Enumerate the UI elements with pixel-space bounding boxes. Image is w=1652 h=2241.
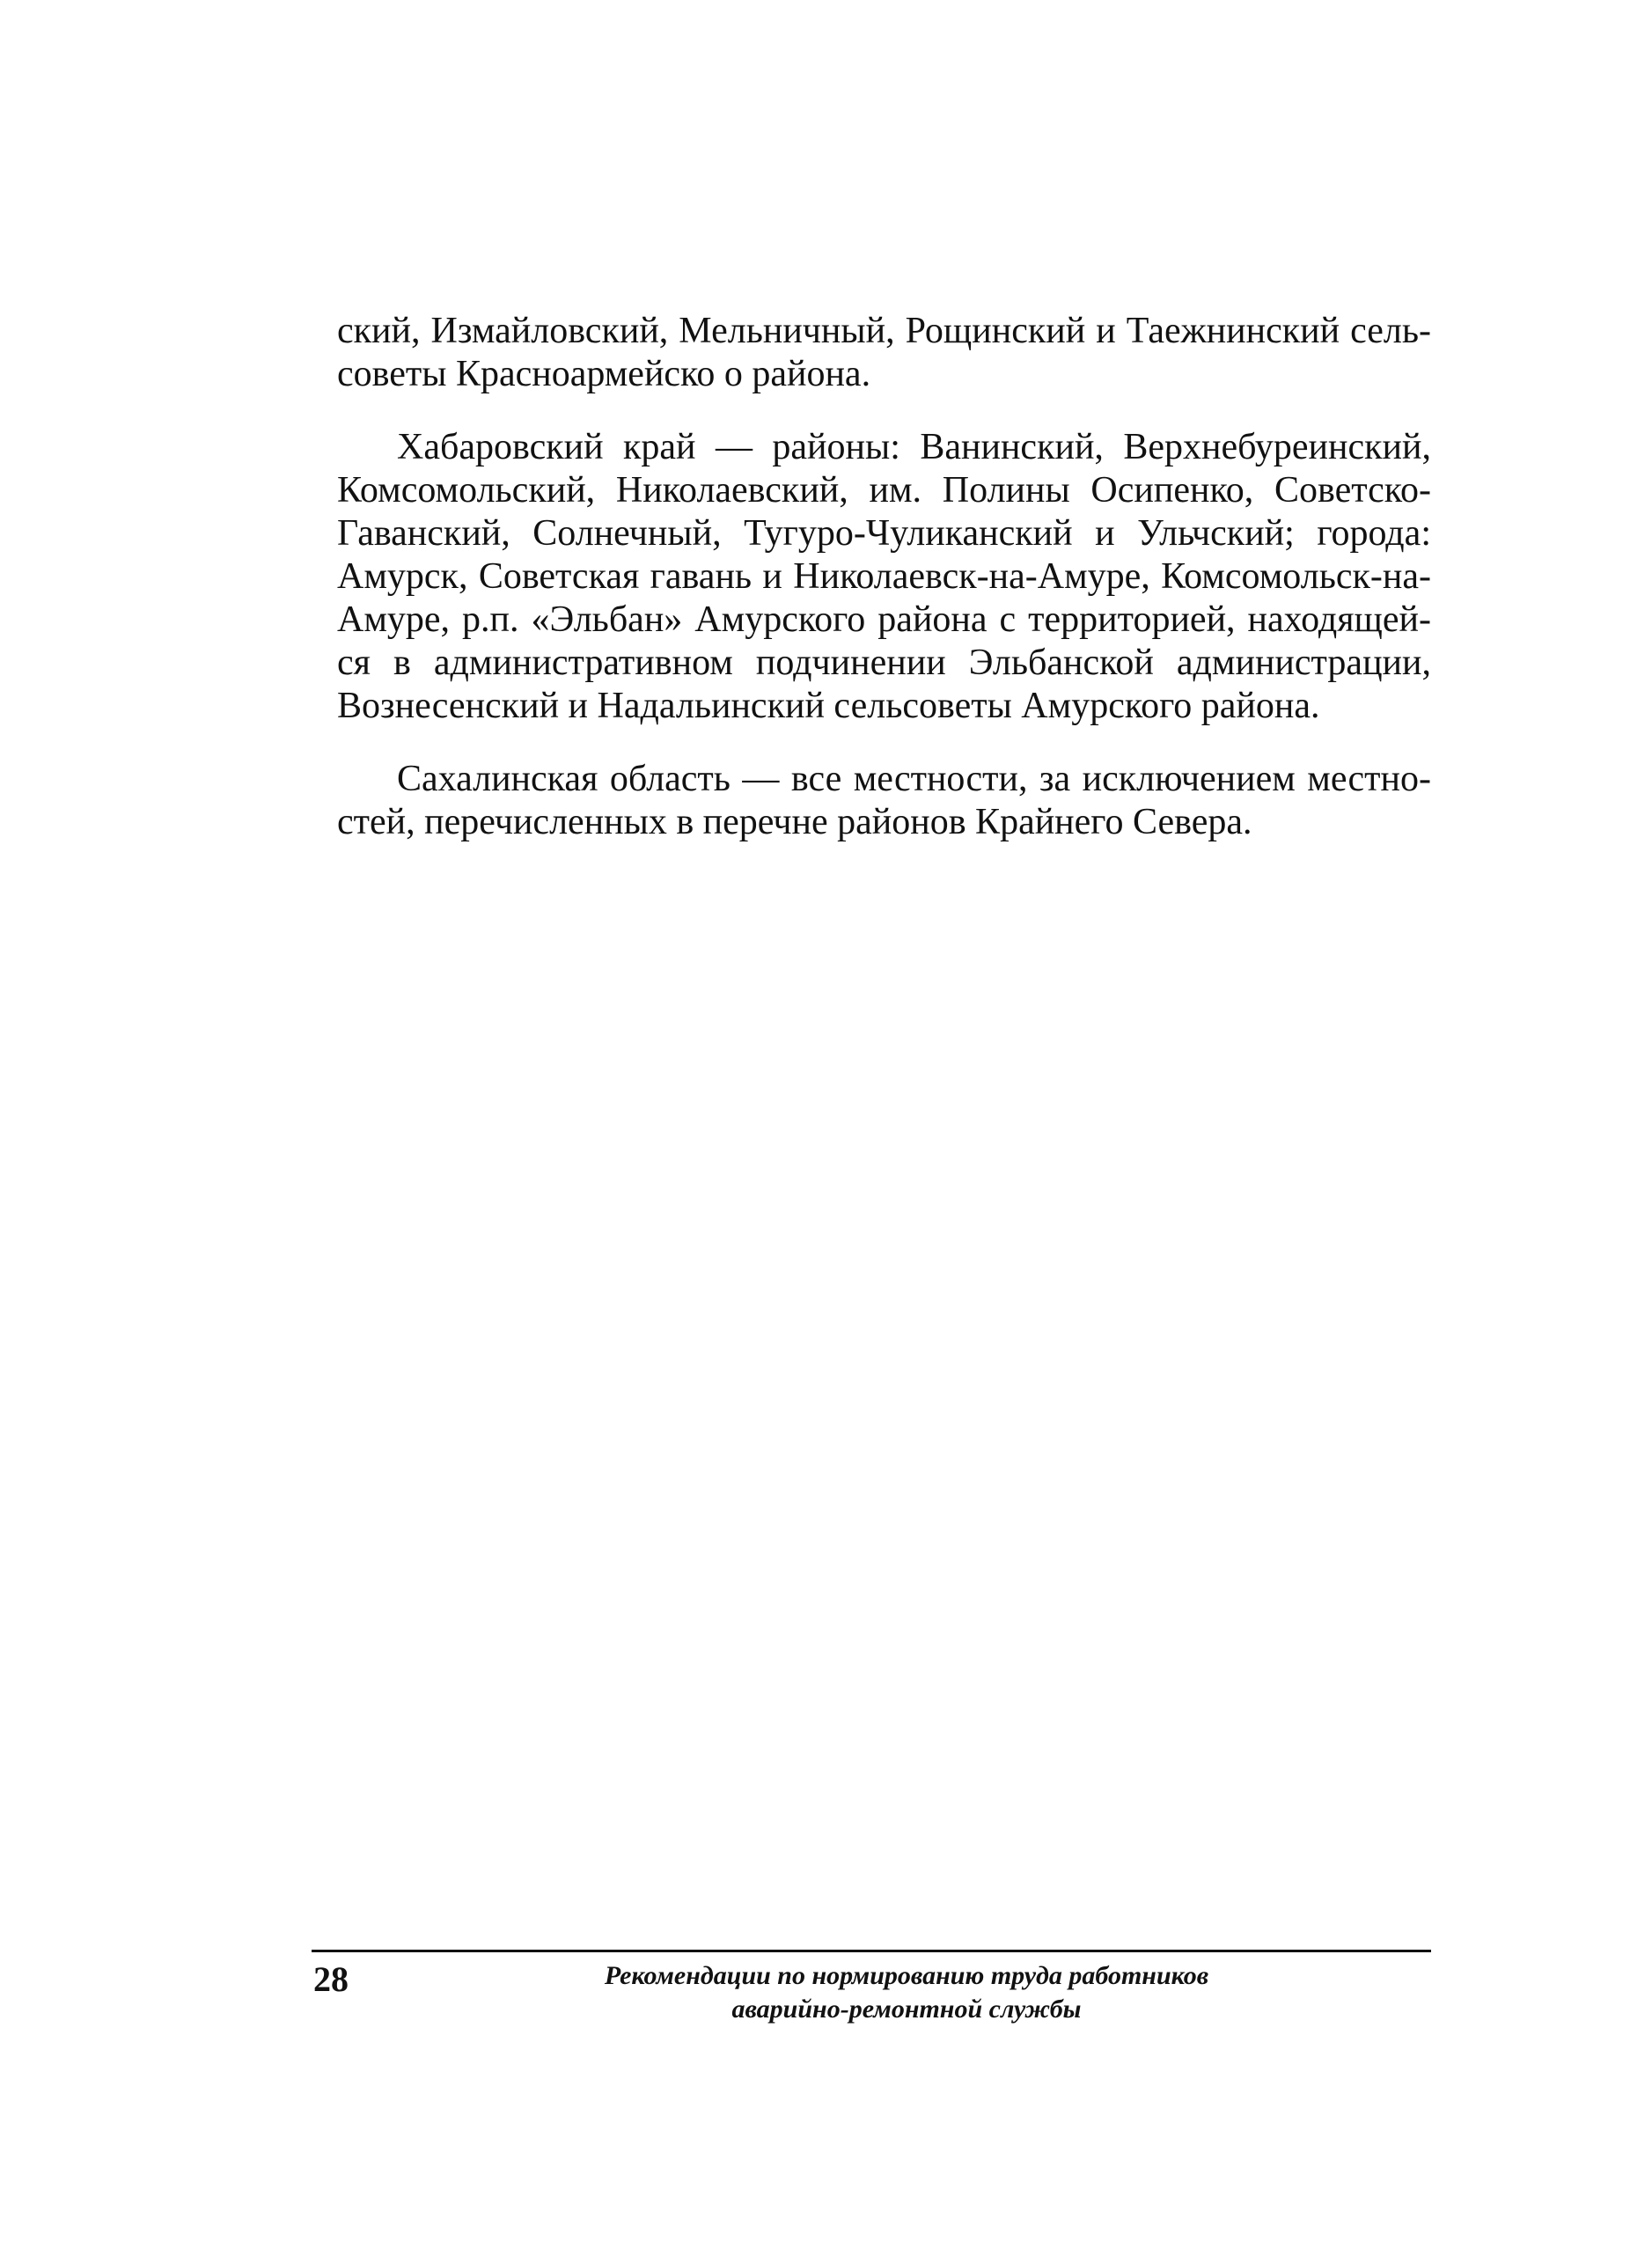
body-text xyxy=(337,310,1431,874)
footer-divider xyxy=(312,1950,1431,1952)
text-line: Амуре, р.п. «Эльбан» Амурского района с территорией, находящей- xyxy=(337,599,1431,640)
footer-title-line: Рекомендации по нормированию труда работников xyxy=(604,1961,1209,1990)
paragraph-sakhalin xyxy=(337,758,1431,844)
text-line: Вознесенский и Надальинский сельсоветы Амурского района. xyxy=(337,686,1320,726)
text-line: Сахалинская область — все местности, за исключением местно- xyxy=(397,759,1431,799)
paragraph-continuation xyxy=(337,310,1431,396)
footer-title-line: аварийно-ремонтной службы xyxy=(731,1995,1082,2024)
running-footer-title xyxy=(519,1959,1294,2026)
text-line: Хабаровский край — районы: Ванинский, Верхнебуреинский, xyxy=(397,427,1431,467)
text-line: Комсомольский, Николаевский, им. Полины Осипенко, Советско- xyxy=(337,470,1431,511)
text-line: Амурск, Советская гавань и Николаевск-на-Амуре, Комсомольск-на- xyxy=(337,556,1431,597)
text-line: Гаванский, Солнечный, Тугуро-Чуликанский и Ульчский; города: xyxy=(337,513,1431,554)
text-line: стей, перечисленных в перечне районов Крайнего Севера. xyxy=(337,802,1252,842)
paragraph-khabarovsk xyxy=(337,426,1431,728)
text-line: ский, Измайловский, Мельничный, Рощинский и Таежнинский сель- xyxy=(337,311,1431,351)
page-number: 28 xyxy=(313,1959,349,1999)
text-line: ся в административном подчинении Эльбанской администрации, xyxy=(337,643,1431,683)
text-line: советы Красноармейско о района. xyxy=(337,354,871,394)
